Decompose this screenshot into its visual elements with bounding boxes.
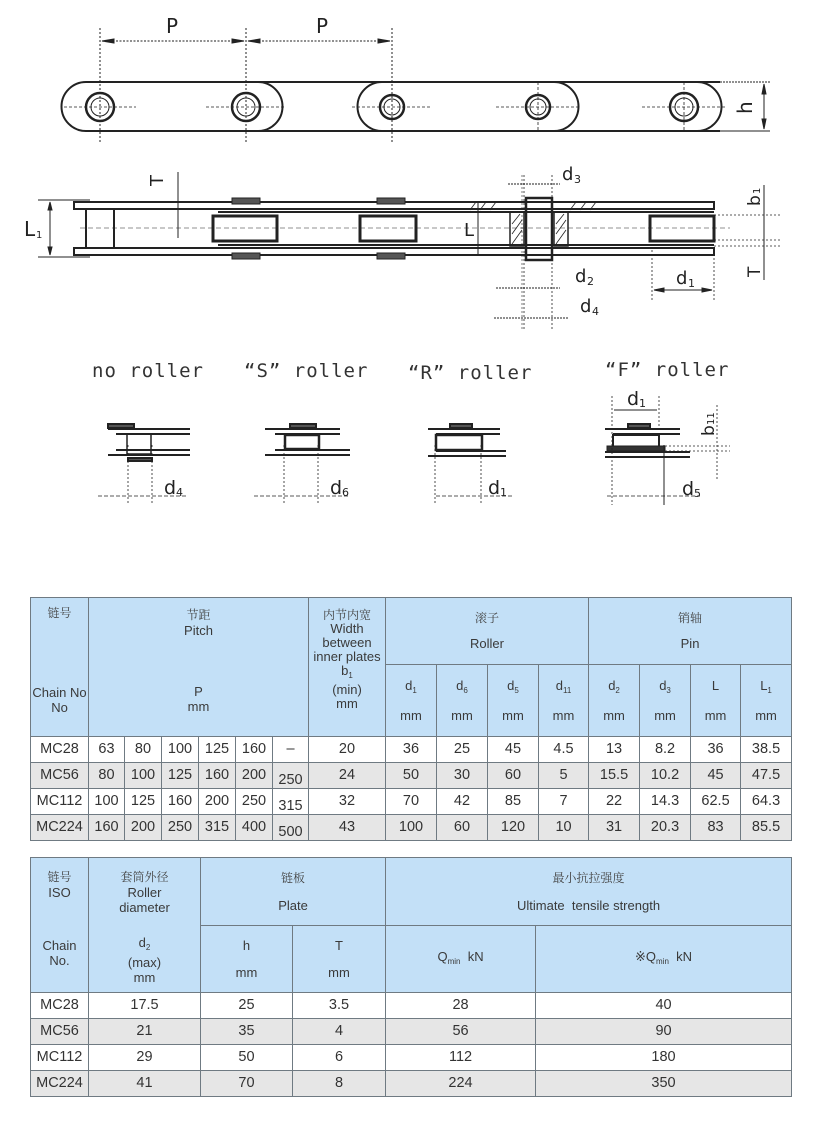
- svg-text:b: b: [699, 425, 719, 436]
- cell-pitch: 160: [162, 789, 199, 815]
- cell-pitch: 200: [125, 815, 162, 841]
- cell-chain: MC224: [31, 1071, 89, 1097]
- cell-d2: 21: [89, 1019, 201, 1045]
- cell-b1: 20: [309, 737, 386, 763]
- cell-pitch: 80: [89, 763, 125, 789]
- cell-h: 50: [201, 1045, 293, 1071]
- roller-type-title-none: no roller: [92, 360, 204, 382]
- cell-pitch: 125: [125, 789, 162, 815]
- svg-text:L: L: [24, 217, 36, 241]
- cell-d1: 100: [386, 815, 437, 841]
- cell-L1: 47.5: [741, 763, 792, 789]
- svg-text:d: d: [682, 478, 695, 500]
- cell-d1: 70: [386, 789, 437, 815]
- cell-d2: 13: [589, 737, 640, 763]
- cell-chain: MC28: [31, 993, 89, 1019]
- cell-pitch: 125: [162, 763, 199, 789]
- svg-text:T: T: [745, 266, 765, 277]
- roller-diameter-header: 套筒外径 Roller diameter $d_2$ (max) mm: [89, 858, 201, 993]
- table-row: [31, 1071, 792, 1097]
- cell-d6: 60: [437, 815, 488, 841]
- pitch-label-2: P: [316, 14, 329, 38]
- cell-pitch: 160: [199, 763, 236, 789]
- roller-dimension-labels: [164, 388, 719, 500]
- svg-text:1: 1: [639, 397, 646, 410]
- table-row: [31, 815, 792, 841]
- cell-qmin: 56: [386, 1019, 536, 1045]
- tensile-strength-header: 最小抗拉强度 Ultimate tensile strength: [386, 858, 792, 926]
- col-T: T mm: [293, 926, 386, 993]
- col-L: L mm: [691, 664, 741, 736]
- cell-pitch: 315: [273, 789, 309, 815]
- cell-d5: 60: [488, 763, 539, 789]
- cell-chain: MC56: [31, 1019, 89, 1045]
- table2-header-row-1: [31, 858, 792, 926]
- cell-chain: MC28: [31, 737, 89, 763]
- cell-pitch: 200: [236, 763, 273, 789]
- cell-d11: 10: [539, 815, 589, 841]
- cell-d6: 30: [437, 763, 488, 789]
- svg-text:L: L: [464, 220, 475, 241]
- chain-iso-header: 链号 ISO Chain No.: [31, 858, 89, 993]
- cell-h: 25: [201, 993, 293, 1019]
- cell-d5: 85: [488, 789, 539, 815]
- cell-qmin: 28: [386, 993, 536, 1019]
- cell-L1: 64.3: [741, 789, 792, 815]
- svg-text:d: d: [580, 296, 592, 317]
- cell-d5: 45: [488, 737, 539, 763]
- cell-T: 3.5: [293, 993, 386, 1019]
- dimensions-table: [30, 597, 792, 841]
- cell-pitch: –: [273, 737, 309, 763]
- cell-chain: MC224: [31, 815, 89, 841]
- col-qmin: $Q_{min}$ kN: [386, 926, 536, 993]
- cell-L1: 85.5: [741, 815, 792, 841]
- cell-b1: 24: [309, 763, 386, 789]
- roller-type-title-s: “S” roller: [244, 360, 369, 382]
- cell-d2: 29: [89, 1045, 201, 1071]
- cell-qmin: 112: [386, 1045, 536, 1071]
- table-row: [31, 763, 792, 789]
- roller-type-drawings: [0, 385, 824, 515]
- col-h: h mm: [201, 926, 293, 993]
- svg-text:1: 1: [500, 486, 507, 499]
- cell-pitch: 100: [162, 737, 199, 763]
- table-row: [31, 993, 792, 1019]
- cell-pitch: 125: [199, 737, 236, 763]
- cell-d6: 25: [437, 737, 488, 763]
- cell-d3: 10.2: [640, 763, 691, 789]
- svg-text:d: d: [164, 477, 177, 499]
- cell-T: 8: [293, 1071, 386, 1097]
- cell-b1: 43: [309, 815, 386, 841]
- svg-text:d: d: [676, 268, 688, 289]
- cell-pitch: 80: [125, 737, 162, 763]
- cell-L1: 38.5: [741, 737, 792, 763]
- svg-text:11: 11: [706, 412, 717, 425]
- roller-type-title-f: “F” roller: [605, 359, 730, 381]
- col-d2: $d_2$ mm: [589, 664, 640, 736]
- chain-no-header-line2: No: [51, 700, 68, 715]
- cell-pitch: 100: [125, 763, 162, 789]
- table1-header-row-1: [31, 598, 792, 665]
- col-d11: $d_{11}$ mm: [539, 664, 589, 736]
- col-d1: $d_1$ mm: [386, 664, 437, 736]
- cell-h: 70: [201, 1071, 293, 1097]
- svg-text:4: 4: [176, 486, 183, 499]
- cell-pitch: 63: [89, 737, 125, 763]
- cell-b1: 32: [309, 789, 386, 815]
- cell-chain: MC112: [31, 1045, 89, 1071]
- cell-h: 35: [201, 1019, 293, 1045]
- svg-text:5: 5: [694, 487, 701, 500]
- cell-d3: 8.2: [640, 737, 691, 763]
- cell-qmin-alt: 350: [536, 1071, 792, 1097]
- cell-chain: MC56: [31, 763, 89, 789]
- table-row: [31, 737, 792, 763]
- chain-section-view-drawing: [0, 160, 824, 335]
- cell-chain: MC112: [31, 789, 89, 815]
- cell-d11: 5: [539, 763, 589, 789]
- pin-header: 销轴 Pin: [589, 598, 792, 665]
- cell-d1: 50: [386, 763, 437, 789]
- cell-d6: 42: [437, 789, 488, 815]
- col-d5: $d_5$ mm: [488, 664, 539, 736]
- roller-header: 滚子 Roller: [386, 598, 589, 665]
- table-row: [31, 789, 792, 815]
- cell-d3: 14.3: [640, 789, 691, 815]
- cell-qmin: 224: [386, 1071, 536, 1097]
- cell-d2: 41: [89, 1071, 201, 1097]
- table-row: [31, 1019, 792, 1045]
- cell-pitch: 500: [273, 815, 309, 841]
- cell-pitch: 250: [273, 763, 309, 789]
- chain-top-view-drawing: [0, 0, 824, 150]
- cell-T: 4: [293, 1019, 386, 1045]
- cell-qmin-alt: 90: [536, 1019, 792, 1045]
- col-d6: $d_6$ mm: [437, 664, 488, 736]
- roller-type-title-r: “R” roller: [408, 362, 533, 384]
- cell-d3: 20.3: [640, 815, 691, 841]
- cell-pitch: 200: [199, 789, 236, 815]
- cell-d11: 4.5: [539, 737, 589, 763]
- cell-d2: 31: [589, 815, 640, 841]
- svg-text:b: b: [745, 195, 765, 206]
- col-d3: $d_3$ mm: [640, 664, 691, 736]
- height-label: h: [733, 101, 757, 114]
- plate-header: 链板 Plate: [201, 858, 386, 926]
- inner-width-header: 内节内宽 Width between inner plates $b_1$ (min) mm: [309, 598, 386, 737]
- cell-L: 45: [691, 763, 741, 789]
- cell-d2: 15.5: [589, 763, 640, 789]
- cell-d11: 7: [539, 789, 589, 815]
- cell-L: 62.5: [691, 789, 741, 815]
- pitch-header: 节距 Pitch P mm: [89, 598, 309, 737]
- svg-text:d: d: [575, 266, 587, 287]
- table-row: [31, 1045, 792, 1071]
- cell-pitch: 250: [162, 815, 199, 841]
- cell-d5: 120: [488, 815, 539, 841]
- col-qmin-alt: $※Q_{min}$ kN: [536, 926, 792, 993]
- cell-pitch: 100: [89, 789, 125, 815]
- svg-text:3: 3: [574, 173, 581, 186]
- cell-L: 83: [691, 815, 741, 841]
- strength-table: [30, 857, 792, 1097]
- cell-pitch: 315: [199, 815, 236, 841]
- chain-no-header: 链号 Chain No No: [31, 598, 89, 737]
- cell-pitch: 400: [236, 815, 273, 841]
- cell-pitch: 160: [89, 815, 125, 841]
- svg-text:1: 1: [688, 277, 695, 290]
- svg-text:2: 2: [587, 275, 594, 288]
- svg-text:d: d: [562, 164, 574, 185]
- pitch-label-1: P: [166, 14, 179, 38]
- cell-d1: 36: [386, 737, 437, 763]
- svg-text:1: 1: [752, 187, 763, 194]
- cell-d2: 17.5: [89, 993, 201, 1019]
- cell-pitch: 250: [236, 789, 273, 815]
- cell-qmin-alt: 40: [536, 993, 792, 1019]
- svg-text:6: 6: [342, 486, 349, 499]
- svg-text:d: d: [627, 388, 640, 410]
- cell-d2: 22: [589, 789, 640, 815]
- cell-T: 6: [293, 1045, 386, 1071]
- cell-pitch: 160: [236, 737, 273, 763]
- col-L1: $L_1$ mm: [741, 664, 792, 736]
- cell-L: 36: [691, 737, 741, 763]
- svg-text:T: T: [147, 175, 168, 186]
- cell-qmin-alt: 180: [536, 1045, 792, 1071]
- svg-text:d: d: [330, 477, 343, 499]
- svg-text:1: 1: [36, 230, 43, 241]
- svg-text:4: 4: [592, 305, 599, 318]
- svg-text:d: d: [488, 477, 501, 499]
